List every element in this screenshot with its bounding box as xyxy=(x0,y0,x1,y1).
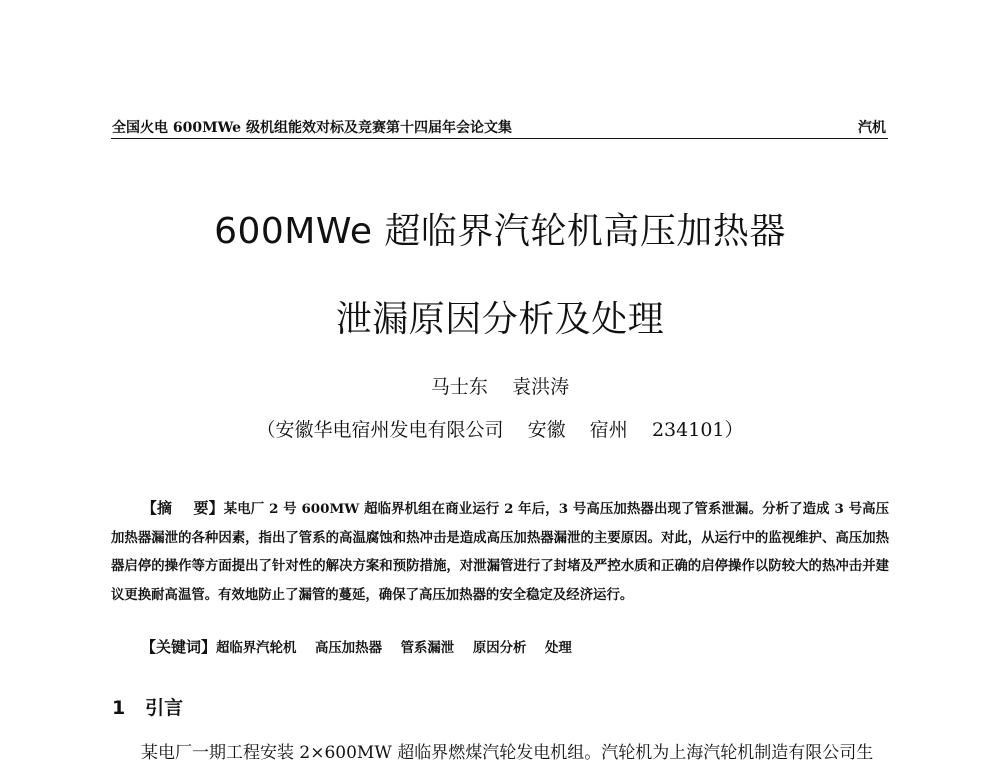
keywords-label: 【关键词】 xyxy=(141,638,217,656)
author-affiliation: （安徽华电宿州发电有限公司 安徽 宿州 234101） xyxy=(256,419,744,441)
body-paragraph-line: 某电厂一期工程安装 2×600MW 超临界燃煤汽轮发电机组。汽轮机为上海汽轮机制造有限公司生 xyxy=(141,743,874,763)
paper-title-line-2: 泄漏原因分析及处理 xyxy=(335,299,665,340)
abstract-text: 某电厂 2 号 600MW 超临界机组在商业运行 2 年后，3 号高压加热器出现了管系泄漏。分析了造成 3 号高压加热器漏泄的各种因素，指出了管系的高温腐蚀和热冲击是造成高压加热器漏泄的主要原因。对此，从运行中的监视维护、高压加热器启停的操作等方面提出了针对性的解决方案和预防措施，对泄漏管进行了封堵及严控水质和正确的启停操作以防较大的热冲击并建议更换耐高温管。有效地防止了漏管的蔓延，确保了高压加热器的安全稳定及经济运行。 xyxy=(111,501,889,603)
abstract-block xyxy=(111,494,889,609)
header-divider xyxy=(111,138,888,139)
running-header-section: 汽机 xyxy=(858,120,886,136)
keywords-text: 超临界汽轮机 高压加热器 管系漏泄 原因分析 处理 xyxy=(216,640,572,656)
paper-title-line-1: 600MWe 超临界汽轮机高压加热器 xyxy=(214,211,786,252)
section-heading-introduction: 1 引言 xyxy=(112,697,184,719)
author-list: 马士东 袁洪涛 xyxy=(430,376,570,398)
keywords-block xyxy=(141,636,572,657)
running-header-journal: 全国火电 600MWe 级机组能效对标及竞赛第十四届年会论文集 xyxy=(112,120,512,136)
abstract-label: 【摘 要】 xyxy=(141,499,224,517)
